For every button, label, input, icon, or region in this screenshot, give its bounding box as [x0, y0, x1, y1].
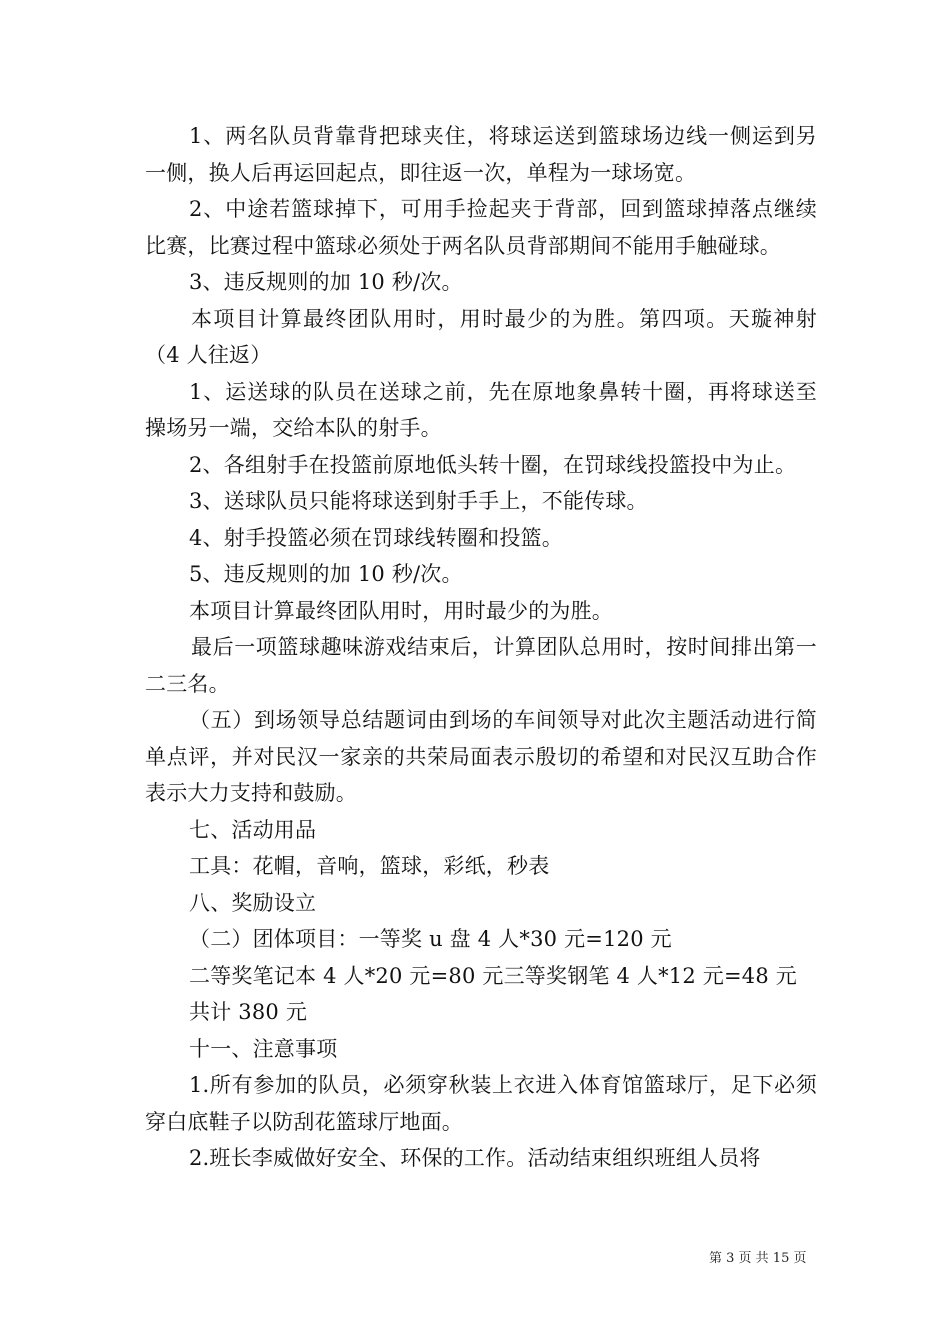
- heading-rewards: 八、奖励设立: [189, 890, 317, 915]
- heading-activity-supplies: 七、活动用品: [189, 817, 317, 842]
- paragraph-leader-summary: （五）到场领导总结题词由到场的车间领导对此次主题活动进行简单点评，并对民汉一家亲的共荣局面表示殷切的希望和对民汉互助合作表示大力支持和鼓励。: [145, 708, 817, 805]
- paragraph-rule-1: 1、两名队员背靠背把球夹住，将球运送到篮球场边线一侧运到另一侧，换人后再运回起点，即往返一次，单程为一球场宽。: [145, 124, 817, 185]
- paragraph-note-1: 1.所有参加的队员，必须穿秋装上衣进入体育馆篮球厅，足下必须穿白底鞋子以防刮花篮球厅地面。: [145, 1073, 817, 1134]
- paragraph-tools: 工具：花帽，音响，篮球，彩纸，秒表: [189, 854, 550, 878]
- paragraph-item4-summary: 本项目计算最终团队用时，用时最少的为胜。: [189, 598, 613, 623]
- paragraph-item4-rule-5: 5、违反规则的加 10 秒/次。: [189, 562, 463, 586]
- paragraph-rule-2: 2、中途若篮球掉下，可用手捡起夹于背部，回到篮球掉落点继续比赛，比赛过程中篮球必须处于两名队员背部期间不能用手触碰球。: [145, 197, 817, 258]
- paragraph-total-cost: 共计 380 元: [189, 1000, 308, 1024]
- page-number-footer: 第 3 页 共 15 页: [709, 1251, 807, 1266]
- paragraph-item4-rule-1: 1、运送球的队员在送球之前，先在原地象鼻转十圈，再将球送至操场另一端，交给本队的射手。: [145, 379, 817, 440]
- paragraph-final-ranking: 最后一项篮球趣味游戏结束后，计算团队总用时，按时间排出第一二三名。: [145, 635, 817, 696]
- paragraph-second-third-prize: 二等奖笔记本 4 人*20 元=80 元三等奖钢笔 4 人*12 元=48 元: [189, 963, 798, 988]
- paragraph-note-2: 2.班长李威做好安全、环保的工作。活动结束组织班组人员将: [189, 1146, 761, 1170]
- paragraph-item4-rule-4: 4、射手投篮必须在罚球线转圈和投篮。: [189, 525, 563, 550]
- paragraph-rule-3: 3、违反规则的加 10 秒/次。: [189, 270, 463, 294]
- paragraph-item4-rule-2: 2、各组射手在投篮前原地低头转十圈，在罚球线投篮投中为止。: [189, 452, 797, 477]
- paragraph-summary-item-4: 本项目计算最终团队用时，用时最少的为胜。第四项。天璇神射（4 人往返）: [145, 306, 817, 367]
- paragraph-team-first-prize: （二）团体项目：一等奖 u 盘 4 人*30 元=120 元: [189, 927, 672, 951]
- document-body: [145, 118, 817, 1177]
- paragraph-item4-rule-3: 3、送球队员只能将球送到射手手上，不能传球。: [189, 489, 648, 513]
- heading-notes: 十一、注意事项: [189, 1036, 338, 1061]
